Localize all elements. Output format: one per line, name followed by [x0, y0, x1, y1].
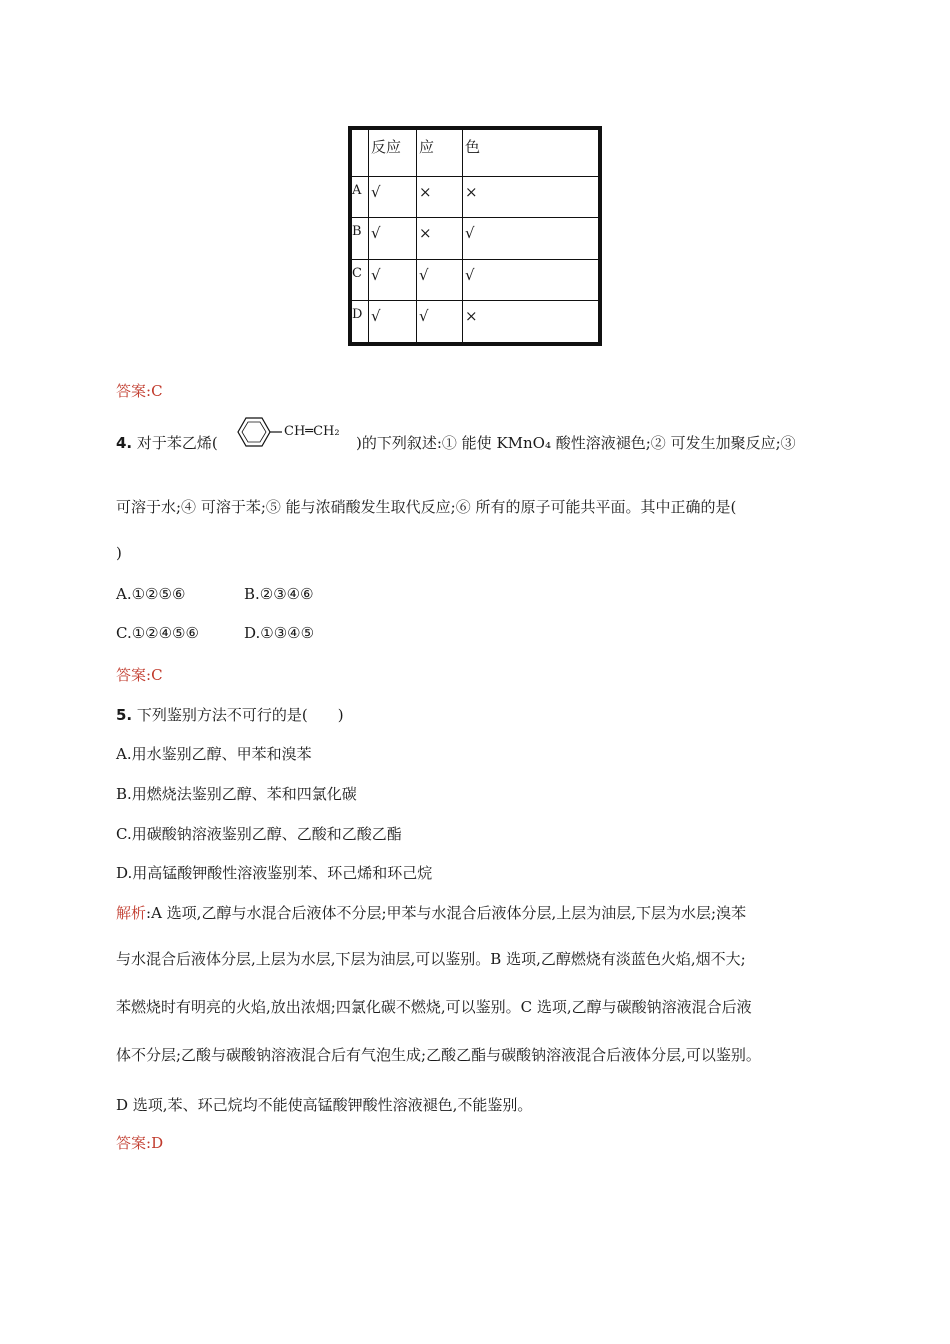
option-4d: D.①③④⑤: [244, 624, 315, 642]
table-cell: √: [369, 218, 417, 260]
option-5c: C.用碳酸钠溶液鉴别乙醇、乙酸和乙酸乙酯: [116, 825, 402, 843]
table-cell: ×: [417, 176, 463, 218]
row-label: B: [352, 218, 369, 260]
option-4b: B.②③④⑥: [244, 585, 314, 603]
table-cell: ×: [463, 301, 599, 343]
analysis-line-2: 与水混合后液体分层,上层为水层,下层为油层,可以鉴别。B 选项,乙醇燃烧有淡蓝色火焰,烟不大;: [116, 950, 746, 968]
table-row: [352, 259, 599, 301]
question-4-line-2: 可溶于水;④ 可溶于苯;⑤ 能与浓硝酸发生取代反应;⑥ 所有的原子可能共平面。其中正确的是(: [116, 498, 737, 516]
answer-value: C: [151, 382, 163, 400]
question-4-line-1-rest: )的下列叙述:① 能使 KMnO₄ 酸性溶液褪色;② 可发生加聚反应;③: [356, 434, 796, 452]
table-header-row: [352, 130, 599, 177]
question-4-line-3: ): [116, 544, 122, 562]
option-4c: C.①②④⑤⑥: [116, 624, 199, 642]
reaction-table: [348, 126, 602, 346]
answer-label: 答案: [116, 666, 147, 684]
table-header-cell: 反应: [369, 130, 417, 177]
analysis-line-3: 苯燃烧时有明亮的火焰,放出浓烟;四氯化碳不燃烧,可以鉴别。C 选项,乙醇与碳酸钠溶液混合后液: [116, 998, 752, 1016]
question-intro: 对于苯乙烯(: [136, 434, 218, 452]
row-label: A: [352, 176, 369, 218]
table-cell: √: [463, 259, 599, 301]
answer-value: C: [151, 666, 163, 684]
answer-q5: [116, 1132, 163, 1153]
table-row: [352, 301, 599, 343]
question-number: 4.: [116, 434, 133, 452]
table-cell: √: [417, 301, 463, 343]
analysis-text: :A 选项,乙醇与水混合后液体不分层;甲苯与水混合后液体分层,上层为油层,下层为水层;溴苯: [146, 904, 747, 922]
table-header-cell: 应: [417, 130, 463, 177]
answer-sep: :: [146, 1134, 152, 1152]
table-cell: √: [369, 176, 417, 218]
question-4-line-1: [116, 432, 218, 453]
structure-formula: CH═CH₂: [284, 424, 340, 439]
answer-sep: :: [146, 382, 152, 400]
answer-sep: :: [146, 666, 152, 684]
answer-label: 答案: [116, 1134, 147, 1152]
analysis-label: 解析: [116, 904, 147, 922]
table-cell: √: [417, 259, 463, 301]
option-4a: A.①②⑤⑥: [116, 585, 186, 603]
table-cell: √: [369, 259, 417, 301]
table-cell: ×: [417, 218, 463, 260]
answer-value: D: [151, 1134, 164, 1152]
analysis-line-1: [116, 902, 746, 923]
question-stem: 下列鉴别方法不可行的是( ): [136, 706, 344, 724]
option-5a: A.用水鉴别乙醇、甲苯和溴苯: [116, 745, 312, 763]
table-row: [352, 176, 599, 218]
answer-q4: [116, 664, 163, 685]
table-cell: √: [463, 218, 599, 260]
table-row: [352, 218, 599, 260]
question-number: 5.: [116, 706, 133, 724]
question-5-stem: [116, 704, 344, 725]
table-cell: √: [369, 301, 417, 343]
table-header-cell: 色: [463, 130, 599, 177]
option-5b: B.用燃烧法鉴别乙醇、苯和四氯化碳: [116, 785, 357, 803]
answer-q3: [116, 380, 163, 401]
benzene-inner-ring: [242, 422, 266, 442]
table-header-cell: [352, 130, 369, 177]
analysis-line-5: D 选项,苯、环己烷均不能使高锰酸钾酸性溶液褪色,不能鉴别。: [116, 1096, 533, 1114]
option-5d: D.用高锰酸钾酸性溶液鉴别苯、环己烯和环己烷: [116, 864, 433, 882]
table-cell: ×: [463, 176, 599, 218]
analysis-line-4: 体不分层;乙酸与碳酸钠溶液混合后有气泡生成;乙酸乙酯与碳酸钠溶液混合后液体分层,可以鉴别。: [116, 1046, 761, 1064]
answer-label: 答案: [116, 382, 147, 400]
row-label: C: [352, 259, 369, 301]
row-label: D: [352, 301, 369, 343]
